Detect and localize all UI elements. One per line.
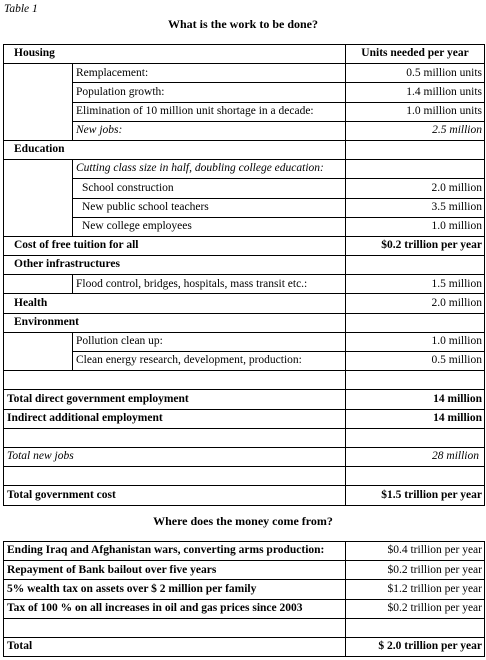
row-label: New college employees <box>73 217 346 236</box>
row-value: $1.2 trillion per year <box>346 580 485 599</box>
section-environment: Environment <box>4 313 346 332</box>
table-row <box>4 140 485 159</box>
blank-cell <box>4 160 73 237</box>
row-label: Cutting class size in half, doubling college education: <box>73 160 346 179</box>
row-label: Flood control, bridges, hospitals, mass transit etc.: <box>73 275 346 294</box>
table-row <box>4 486 485 505</box>
table-row <box>4 160 485 179</box>
blank-cell <box>346 160 485 179</box>
table-row <box>4 45 485 64</box>
housing-header: Housing <box>4 45 346 64</box>
row-value: $1.5 trillion per year <box>346 486 485 505</box>
row-label: Total <box>4 637 346 656</box>
row-value: 1.0 million <box>346 332 485 351</box>
row-label: 5% wealth tax on assets over $ 2 million per family <box>4 580 346 599</box>
blank-cell <box>346 428 485 447</box>
blank-cell <box>4 618 346 637</box>
table-row <box>4 275 485 294</box>
row-value: 14 million <box>346 409 485 428</box>
section-education: Education <box>4 140 346 159</box>
row-value: $0.2 trillion per year <box>346 561 485 580</box>
table-row <box>4 179 485 198</box>
row-label: Repayment of Bank bailout over five years <box>4 561 346 580</box>
units-header: Units needed per year <box>346 45 485 64</box>
row-value: 0.5 million units <box>346 64 485 83</box>
row-label: Cost of free tuition for all <box>4 236 346 255</box>
table-row <box>4 256 485 275</box>
table-row <box>4 390 485 409</box>
row-value: 1.0 million units <box>346 102 485 121</box>
row-value: $0.4 trillion per year <box>346 542 485 561</box>
table-row <box>4 542 485 561</box>
row-value: $0.2 trillion per year <box>346 599 485 618</box>
table-title-work: What is the work to be done? <box>167 17 318 31</box>
blank-cell <box>346 256 485 275</box>
table-row <box>4 371 485 390</box>
row-label: Total government cost <box>4 486 346 505</box>
table-row <box>4 198 485 217</box>
row-label: New public school teachers <box>73 198 346 217</box>
row-label: Pollution clean up: <box>73 332 346 351</box>
table-row <box>4 409 485 428</box>
row-label: Tax of 100 % on all increases in oil and gas prices since 2003 <box>4 599 346 618</box>
row-label: Total direct government employment <box>4 390 346 409</box>
table-row <box>4 637 485 656</box>
blank-cell <box>4 64 73 141</box>
table-row <box>4 236 485 255</box>
table-row <box>4 83 485 102</box>
row-label: Elimination of 10 million unit shortage in a decade: <box>73 102 346 121</box>
blank-cell <box>346 371 485 390</box>
row-label: Health <box>4 294 346 313</box>
row-label: Indirect additional employment <box>4 409 346 428</box>
work-table <box>3 44 485 506</box>
table-row <box>4 102 485 121</box>
row-label: New jobs: <box>73 121 346 140</box>
section-other-infrastructures: Other infrastructures <box>4 256 346 275</box>
row-value: $ 2.0 trillion per year <box>346 637 485 656</box>
row-label: Population growth: <box>73 83 346 102</box>
row-value: 14 million <box>346 390 485 409</box>
row-label: Ending Iraq and Afghanistan wars, converting arms production: <box>4 542 346 561</box>
table-row <box>4 217 485 236</box>
row-label: Remplacement: <box>73 64 346 83</box>
row-value: $0.2 trillion per year <box>346 236 485 255</box>
table-row <box>4 618 485 637</box>
blank-cell <box>346 140 485 159</box>
blank-cell <box>4 428 346 447</box>
row-value: 1.0 million <box>346 217 485 236</box>
row-value: 2.0 million <box>346 294 485 313</box>
table-row <box>4 447 485 466</box>
row-value: 0.5 million <box>346 352 485 371</box>
blank-cell <box>346 618 485 637</box>
blank-cell <box>4 275 73 294</box>
blank-cell <box>4 467 346 486</box>
row-value: 28 million <box>346 447 485 466</box>
blank-cell <box>346 313 485 332</box>
table-row <box>4 121 485 140</box>
table-row <box>4 561 485 580</box>
money-table <box>3 541 485 657</box>
row-label: Total new jobs <box>4 447 346 466</box>
row-value: 2.0 million <box>346 179 485 198</box>
table-row <box>4 352 485 371</box>
blank-cell <box>4 371 346 390</box>
table-title-money: Where does the money come from? <box>153 514 333 528</box>
blank-cell <box>346 467 485 486</box>
row-value: 2.5 million <box>346 121 485 140</box>
row-value: 1.5 million <box>346 275 485 294</box>
blank-cell <box>4 332 73 370</box>
table-row <box>4 332 485 351</box>
row-label: School construction <box>73 179 346 198</box>
table-row <box>4 313 485 332</box>
row-label: Clean energy research, development, production: <box>73 352 346 371</box>
table-row <box>4 64 485 83</box>
table-row <box>4 428 485 447</box>
row-value: 3.5 million <box>346 198 485 217</box>
table-row <box>4 294 485 313</box>
table-caption: Table 1 <box>4 3 38 15</box>
row-value: 1.4 million units <box>346 83 485 102</box>
table-row <box>4 467 485 486</box>
table-row <box>4 580 485 599</box>
table-row <box>4 599 485 618</box>
